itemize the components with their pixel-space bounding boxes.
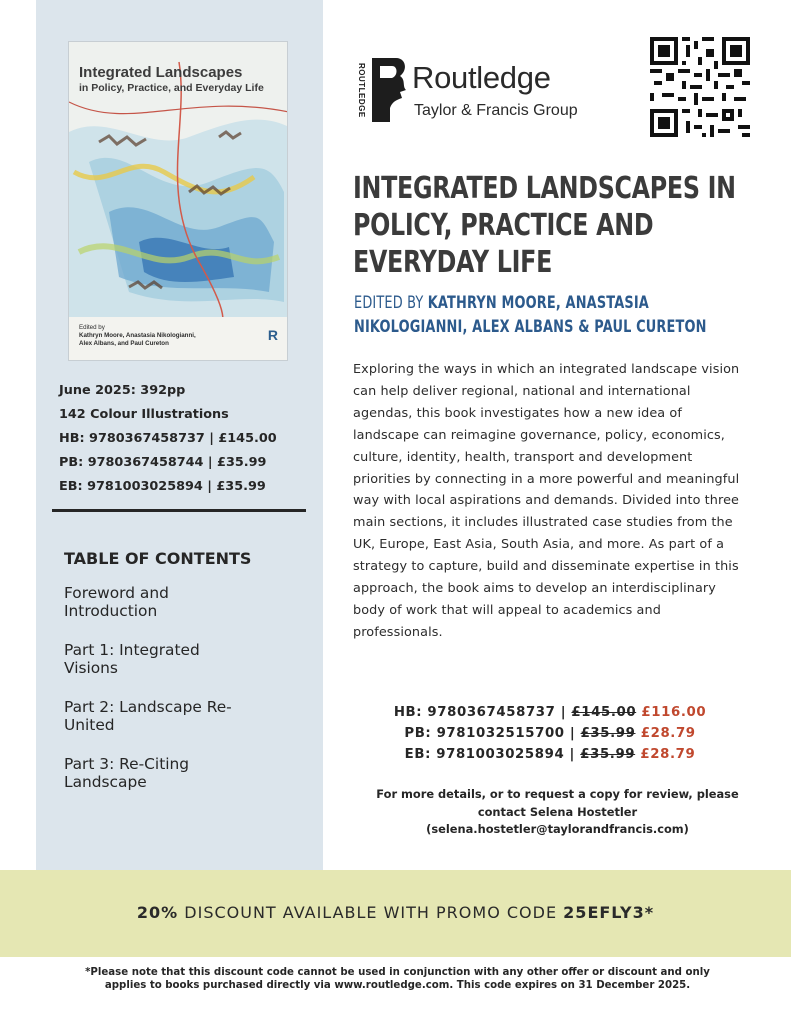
editor-names: KATHRYN MOORE, ANASTASIA NIKOLOGIANNI, ALEX ALBANS & PAUL CURETON	[354, 293, 707, 337]
divider	[52, 509, 306, 512]
routledge-head-icon	[366, 56, 410, 124]
contact-line: contact Selena Hostetler	[477, 804, 638, 819]
brand-group: Taylor & Francis Group	[414, 102, 578, 119]
qr-code-icon[interactable]	[650, 37, 750, 137]
cover-logo: R	[267, 327, 278, 343]
contact-info	[345, 786, 770, 839]
price-label: EB: 9781003025894 |	[404, 747, 575, 762]
price-new: £116.00	[641, 705, 707, 720]
price-new: £28.79	[640, 747, 696, 762]
brand-vertical-text: ROUTLEDGE	[357, 62, 366, 118]
brand-name: Routledge	[412, 60, 551, 95]
publisher-logo	[352, 56, 612, 126]
cover-editors-line2: Alex Albans, and Paul Cureton	[79, 340, 169, 347]
cover-title: Integrated Landscapes	[79, 64, 243, 81]
discount-prices	[360, 702, 740, 765]
cover-edited-by: Edited by	[79, 324, 105, 331]
edited-by-label: EDITED BY	[354, 293, 424, 313]
book-specs	[59, 379, 319, 499]
promo-code: 25EFLY3*	[563, 903, 655, 922]
toc-item: Part 1: Integrated Visions	[64, 641, 200, 677]
price-label: PB: 9781032515700 |	[404, 726, 576, 741]
spec-date: June 2025: 392pp	[59, 383, 186, 398]
spec-illustrations: 142 Colour Illustrations	[59, 407, 229, 422]
cover-subtitle: in Policy, Practice, and Everyday Life	[79, 82, 264, 94]
toc-item: Part 2: Landscape Re-United	[64, 698, 232, 734]
footnote: *Please note that this discount code cannot be used in conjunction with any other offer or discount and only applies to books purchased directly via www.routledge.com. This code expires on 31 December 2025.	[85, 967, 710, 991]
promo-percent: 20%	[136, 903, 179, 922]
spec-hb: HB: 9780367458737 | £145.00	[59, 431, 277, 446]
book-cover	[68, 41, 288, 361]
price-old: £35.99	[580, 726, 636, 741]
book-description: Exploring the ways in which an integrated landscape vision can help deliver regional, national and international agendas, this book investigates how a new idea of landscape can reimagine governance, policy, economics, culture, identity, health, transport and development priorities by connecting in a more powerful and meaningful way with local aspirations and demands. Divided into three main sections, it includes illustrated case studies from the UK, Europe, East Asia, South Asia, and more. As part of a strategy to capture, build and disseminate expertise in this approach, the book aims to develop an interdisciplinary body of work that will appeal to academics and professionals.	[353, 362, 740, 640]
price-row-hb	[360, 702, 740, 723]
cover-editors	[79, 324, 269, 348]
price-row-eb	[360, 744, 740, 765]
contact-email-link[interactable]: (selena.hostetler@taylorandfrancis.com)	[426, 822, 689, 836]
price-label: HB: 9780367458737 |	[393, 705, 567, 720]
promo-text	[0, 903, 791, 922]
book-editors	[354, 291, 749, 339]
spec-pb: PB: 9780367458744 | £35.99	[59, 455, 267, 470]
promo-banner	[0, 870, 791, 957]
price-row-pb	[360, 723, 740, 744]
contact-line: For more details, or to request a copy for review, please	[376, 787, 739, 801]
price-old: £145.00	[571, 705, 637, 720]
table-of-contents	[64, 584, 304, 812]
toc-heading: TABLE OF CONTENTS	[64, 549, 252, 568]
cover-editors-line1: Kathryn Moore, Anastasia Nikologianni,	[79, 332, 196, 339]
price-old: £35.99	[580, 747, 636, 762]
promo-message: DISCOUNT AVAILABLE WITH PROMO CODE	[184, 903, 558, 922]
toc-item: Foreword and Introduction	[64, 584, 169, 620]
toc-item: Part 3: Re-Citing Landscape	[64, 755, 190, 791]
price-new: £28.79	[640, 726, 696, 741]
book-title: INTEGRATED LANDSCAPES IN POLICY, PRACTICE AND EVERYDAY LIFE	[353, 171, 736, 280]
spec-eb: EB: 9781003025894 | £35.99	[59, 479, 266, 494]
